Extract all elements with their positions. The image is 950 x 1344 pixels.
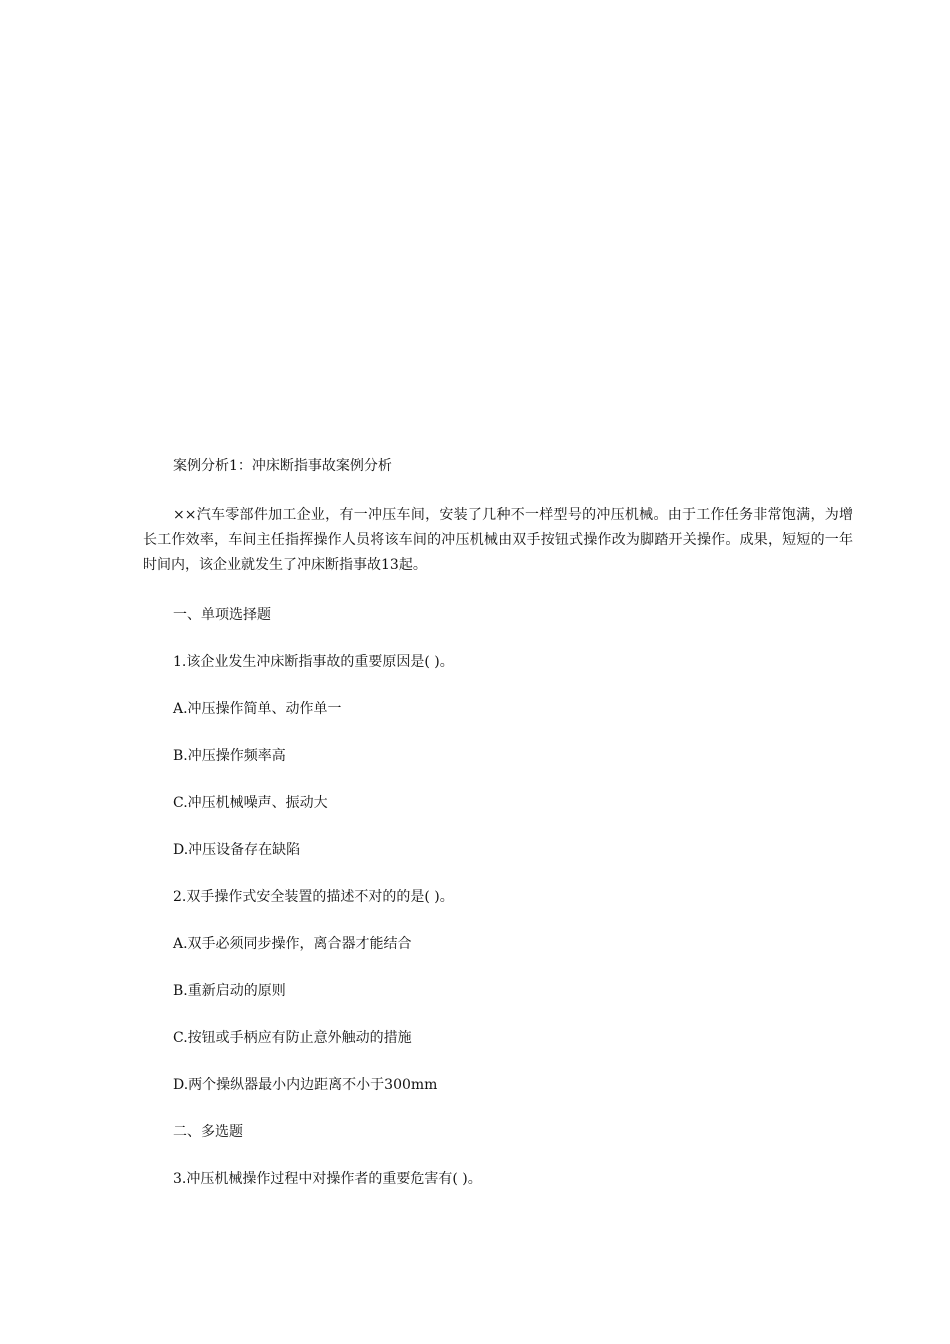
question-2-option-b: B.重新启动的原则 xyxy=(173,983,286,999)
question-1-option-a: A.冲压操作简单、动作单一 xyxy=(173,701,342,717)
question-1-stem: 1.该企业发生冲床断指事故的重要原因是( )。 xyxy=(173,654,454,670)
section-heading-single-choice: 一、单项选择题 xyxy=(173,607,271,623)
question-2-option-d: D.两个操纵器最小内边距离不小于300mm xyxy=(173,1077,438,1093)
question-2-option-a: A.双手必须同步操作，离合器才能结合 xyxy=(173,936,412,952)
question-1-option-d: D.冲压设备存在缺陷 xyxy=(173,842,301,858)
document-content xyxy=(143,456,853,1189)
question-2-option-c: C.按钮或手柄应有防止意外触动的措施 xyxy=(173,1030,412,1046)
section-heading-multiple-choice: 二、多选题 xyxy=(173,1124,243,1140)
question-1-option-c: C.冲压机械噪声、振动大 xyxy=(173,795,328,811)
question-1-option-b: B.冲压操作频率高 xyxy=(173,748,286,764)
case-title: 案例分析1：冲床断指事故案例分析 xyxy=(173,458,392,474)
question-2-stem: 2.双手操作式安全装置的描述不对的的是( )。 xyxy=(173,889,454,905)
case-intro-paragraph: ××汽车零部件加工企业，有一冲压车间，安装了几种不一样型号的冲压机械。由于工作任务非常饱满，为增长工作效率，车间主任指挥操作人员将该车间的冲压机械由双手按钮式操作改为脚踏开关操作。成果，短短的一年时间内，该企业就发生了冲床断指事故13起。 xyxy=(143,507,853,573)
question-3-stem: 3.冲压机械操作过程中对操作者的重要危害有( )。 xyxy=(173,1171,482,1187)
